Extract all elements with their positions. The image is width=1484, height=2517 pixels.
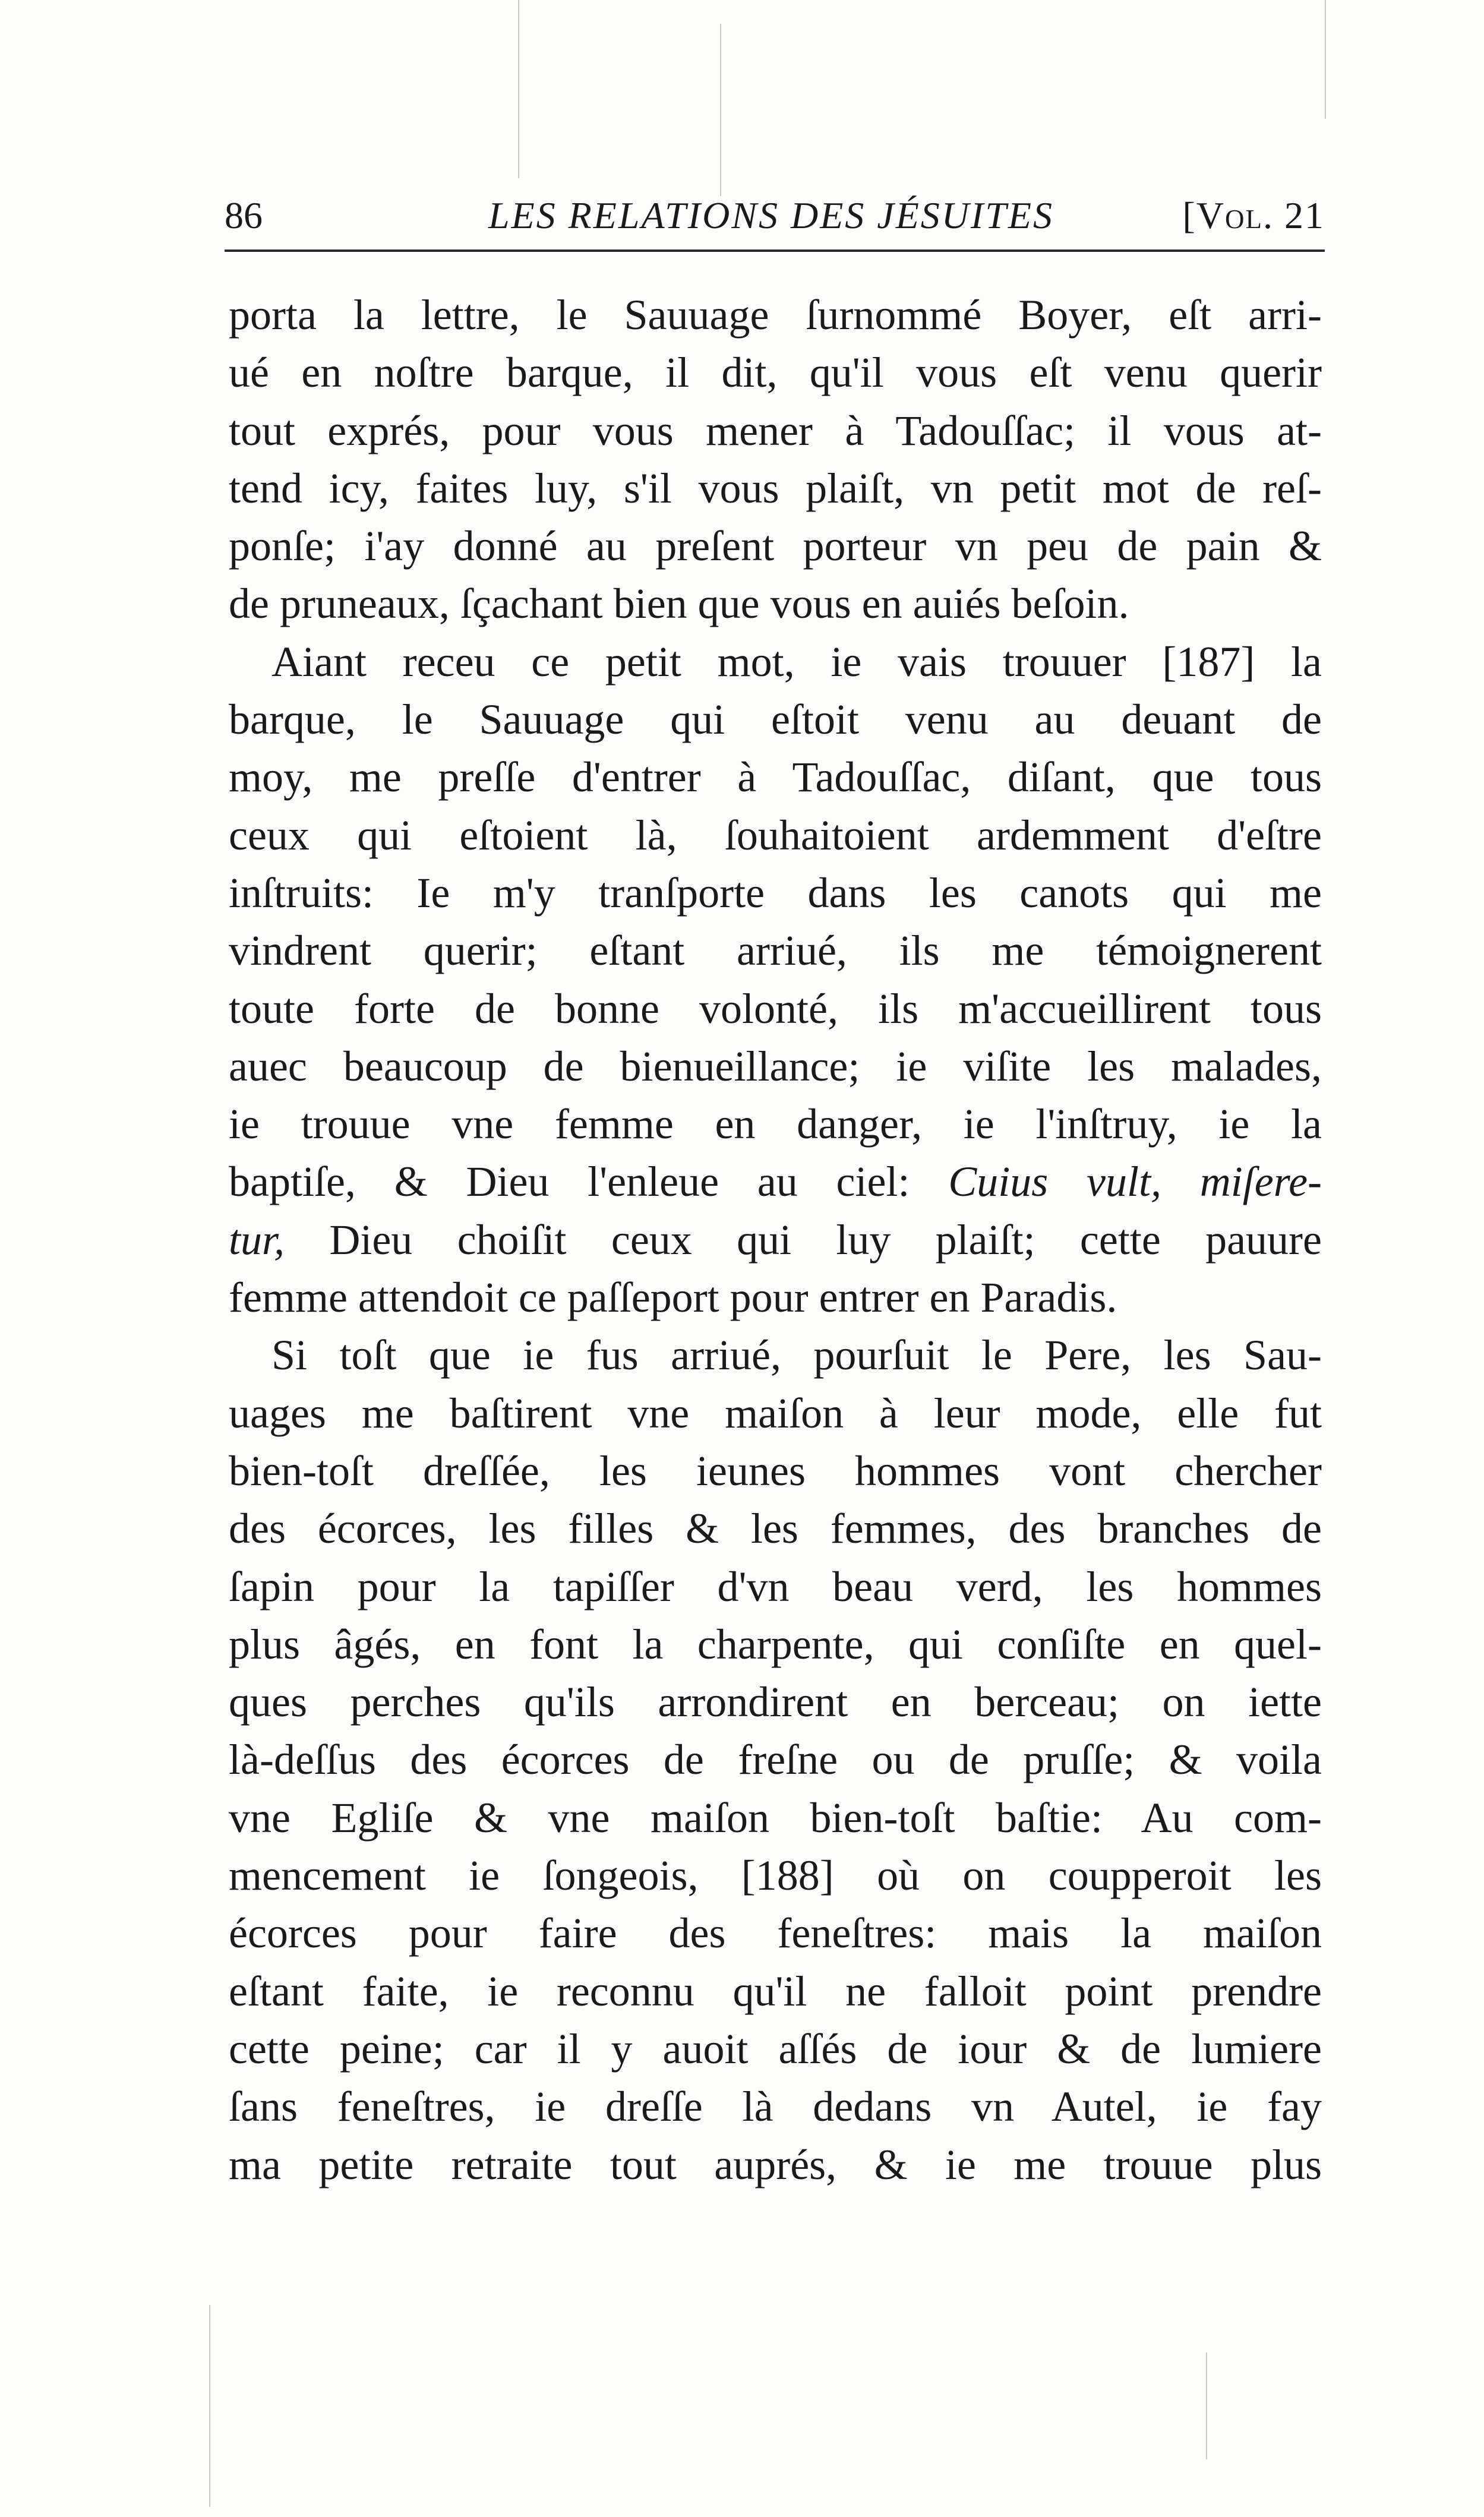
text-line: tend icy, faites luy, s'il vous plaiſt, vn petit mot de reſ- [229, 464, 1322, 512]
running-title: LES RELATIONS DES JÉSUITES [488, 194, 1054, 236]
text-line: porta la lettre, le Sauuage ſurnommé Boyer, eſt arri- [229, 291, 1322, 339]
header-rule [225, 250, 1325, 252]
text-segment: baptiſe, & Dieu l'enleue au ciel: [229, 1158, 910, 1206]
latin-quote: Cuius vult, miſere- [948, 1158, 1322, 1206]
page-number: 86 [225, 194, 263, 236]
text-line: vne Egliſe & vne maiſon bien-toſt baſtie: Au com- [229, 1793, 1322, 1842]
text-line: ma petite retraite tout auprés, & ie me trouue plus [229, 2140, 1322, 2188]
text-line: auec beaucoup de bienueillance; ie viſite les malades, [229, 1042, 1322, 1090]
text-line: ponſe; i'ay donné au preſent porteur vn peu de pain & [229, 522, 1322, 570]
text-line: des écorces, les filles & les femmes, des branches de [229, 1505, 1322, 1553]
text-line: ceux qui eſtoient là, ſouhaitoient ardemment d'eſtre [229, 811, 1322, 859]
scan-scratch [518, 0, 519, 178]
text-line: moy, me preſſe d'entrer à Tadouſſac, diſant, que tous [229, 753, 1322, 801]
text-line: là-deſſus des écorces de freſne ou de pruſſe; & voila [229, 1736, 1322, 1784]
text-line: tur, Dieu choiſit ceux qui luy plaiſt; cette pauure [229, 1215, 1322, 1264]
text-line: cette peine; car il y auoit aſſés de iour & de lumiere [229, 2025, 1322, 2073]
text-line: uages me baſtirent vne maiſon à leur mode, elle fut [229, 1389, 1322, 1437]
text-line: de pruneaux, ſçachant bien que vous en auiés beſoin. [229, 580, 1129, 628]
text-line: bien-toſt dreſſée, les ieunes hommes vont chercher [229, 1447, 1322, 1495]
text-line: femme attendoit ce paſſeport pour entrer en Paradis. [229, 1274, 1117, 1322]
text-line: inſtruits: Ie m'y tranſporte dans les canots qui me [229, 869, 1322, 917]
body-text [229, 286, 1322, 2194]
text-line: écorces pour faire des feneſtres: mais la maiſon [229, 1909, 1322, 1957]
scan-scratch [1325, 0, 1326, 119]
text-line: tout exprés, pour vous mener à Tadouſſac; il vous at- [229, 406, 1322, 454]
scan-scratch [209, 2305, 210, 2507]
text-line: ques perches qu'ils arrondirent en berceau; on iette [229, 1678, 1322, 1726]
volume-label: [Vol. 21 [1182, 194, 1325, 236]
text-line: ſans feneſtres, ie dreſſe là dedans vn Autel, ie fay [229, 2083, 1322, 2131]
scan-scratch [720, 24, 721, 196]
text-line: ſapin pour la tapiſſer d'vn beau verd, les hommes [229, 1562, 1322, 1610]
text-line: barque, le Sauuage qui eſtoit venu au deuant de [229, 696, 1322, 744]
text-line: vindrent querir; eſtant arriué, ils me témoignerent [229, 927, 1322, 975]
text-line: ie trouue vne femme en danger, ie l'inſtruy, ie la [229, 1100, 1322, 1148]
text-line: ué en noſtre barque, il dit, qu'il vous eſt venu querir [229, 349, 1322, 397]
page-header [225, 189, 1325, 242]
text-line: eſtant faite, ie reconnu qu'il ne falloit point prendre [229, 1967, 1322, 2015]
text-line: mencement ie ſongeois, [188] où on coupperoit les [229, 1852, 1322, 1900]
text-line-mixed [229, 1153, 1322, 1211]
text-line: toute forte de bonne volonté, ils m'accueillirent tous [229, 984, 1322, 1032]
text-line: plus âgés, en font la charpente, qui conſiſte en quel- [229, 1620, 1322, 1668]
scan-scratch [1206, 2352, 1207, 2459]
text-line: Si toſt que ie fus arriué, pourſuit le Pere, les Sau- [271, 1331, 1322, 1379]
text-line: Aiant receu ce petit mot, ie vais trouuer [187] la [271, 637, 1322, 686]
latin-quote-end: tur, [229, 1215, 285, 1264]
